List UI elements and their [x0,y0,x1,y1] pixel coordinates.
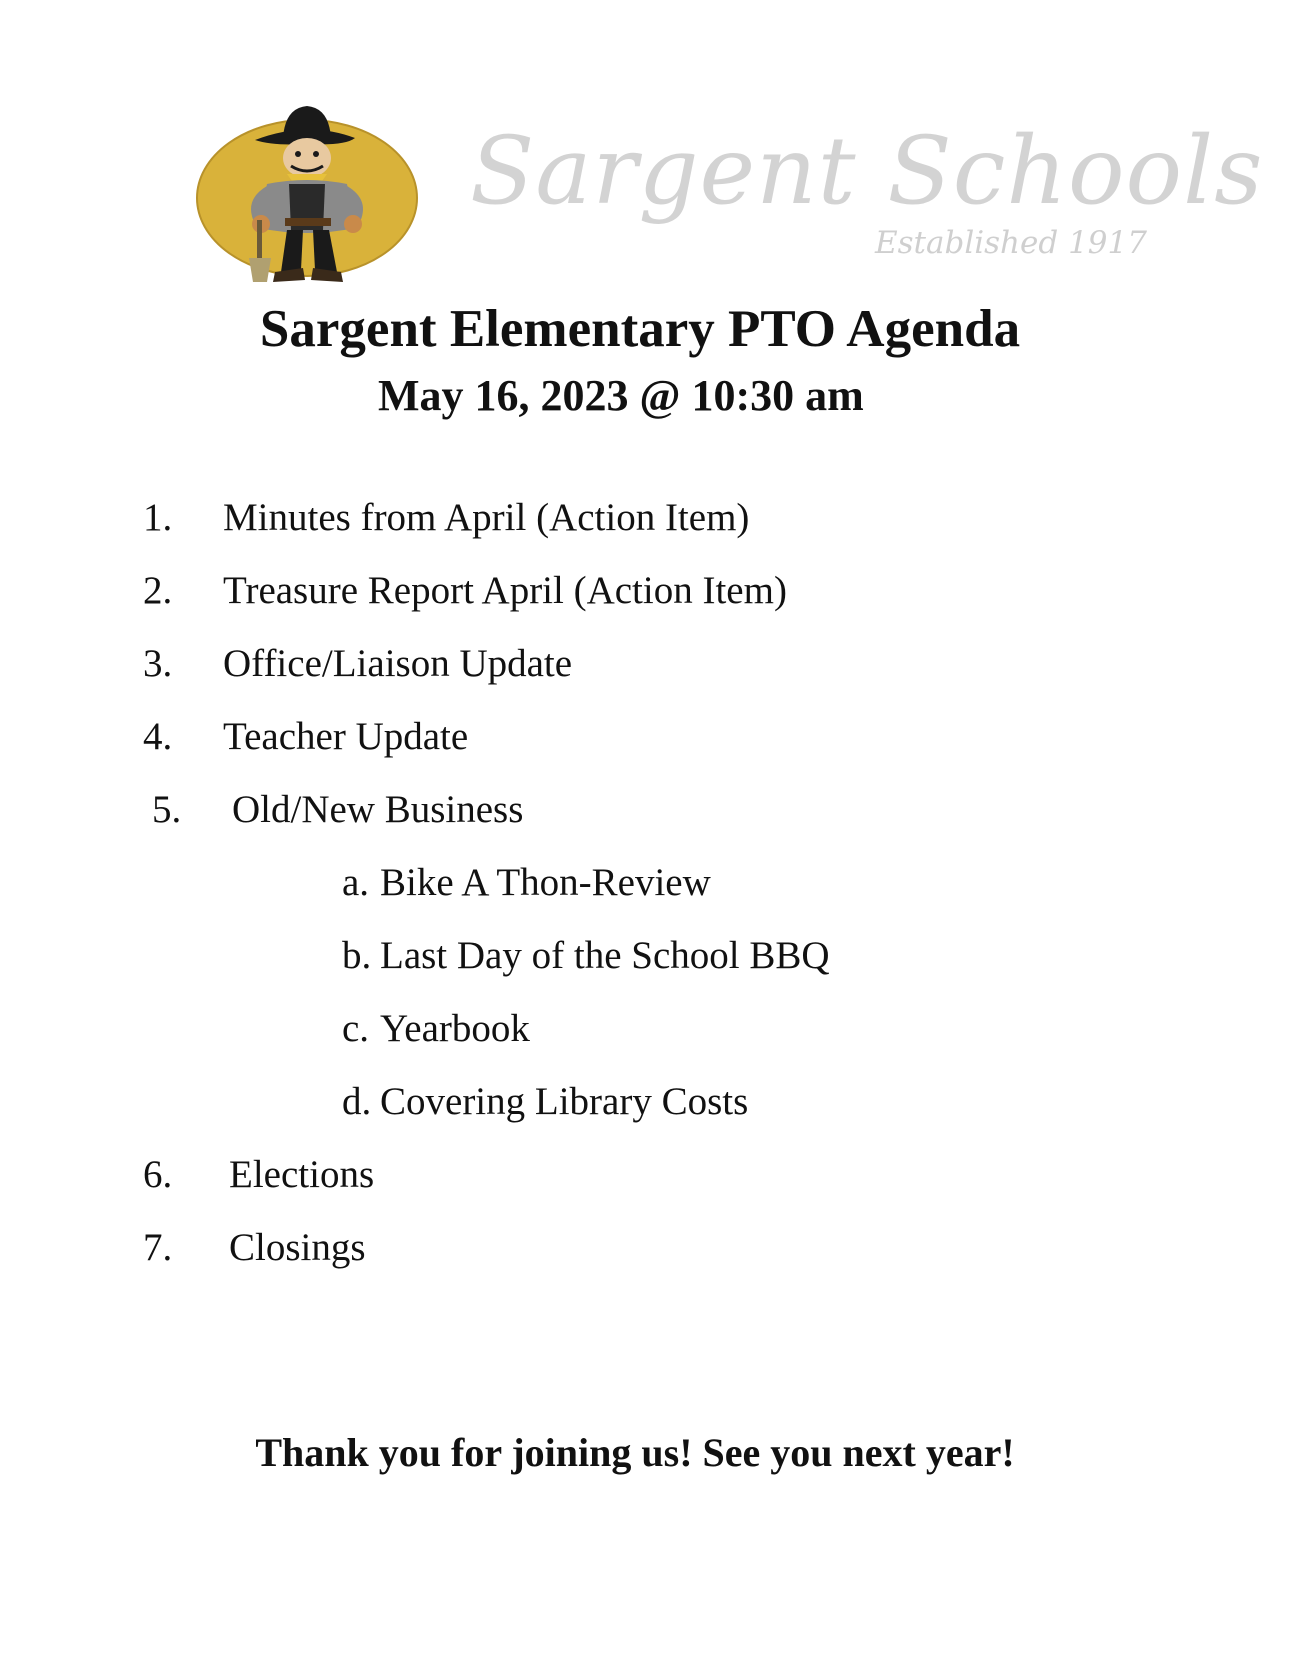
agenda-subitem-text: Last Day of the School BBQ [380,934,830,977]
cowboy-mascot-icon [195,100,420,290]
meeting-date: May 16, 2023 @ 10:30 am [378,371,864,420]
agenda-subitem-text: Covering Library Costs [380,1080,749,1123]
logo-school-name: Sargent Schools [470,117,1264,226]
agenda-item-text: Treasure Report April (Action Item) [223,569,787,612]
agenda-subitem-letter: a. [342,861,370,904]
agenda-item-number: 7. [143,1226,173,1269]
agenda-item-number: 1. [143,496,173,539]
agenda-item-text: Teacher Update [223,715,469,758]
agenda-item-text: Minutes from April (Action Item) [223,496,750,539]
agenda-item-number: 6. [143,1153,173,1196]
page-title: Sargent Elementary PTO Agenda [259,300,1021,358]
agenda-subitem-text: Yearbook [380,1007,530,1050]
school-logo [195,100,1264,290]
agenda-item-number: 4. [143,715,173,758]
agenda-subitem-text: Bike A Thon-Review [380,861,711,904]
agenda-item-number: 5. [152,788,182,831]
agenda-item-text: Office/Liaison Update [223,642,573,685]
agenda-subitem-letter: d. [342,1080,372,1123]
logo-established-text: Established 1917 [875,225,1147,261]
agenda-item-text: Closings [229,1226,366,1269]
agenda-item-number: 2. [143,569,173,612]
agenda-item-number: 3. [143,642,173,685]
agenda-item-text: Old/New Business [232,788,524,831]
closing-message: Thank you for joining us! See you next year! [255,1430,1015,1475]
agenda-item-text: Elections [229,1153,375,1196]
agenda-subitem-letter: b. [342,934,372,977]
agenda-subitem-letter: c. [342,1007,370,1050]
